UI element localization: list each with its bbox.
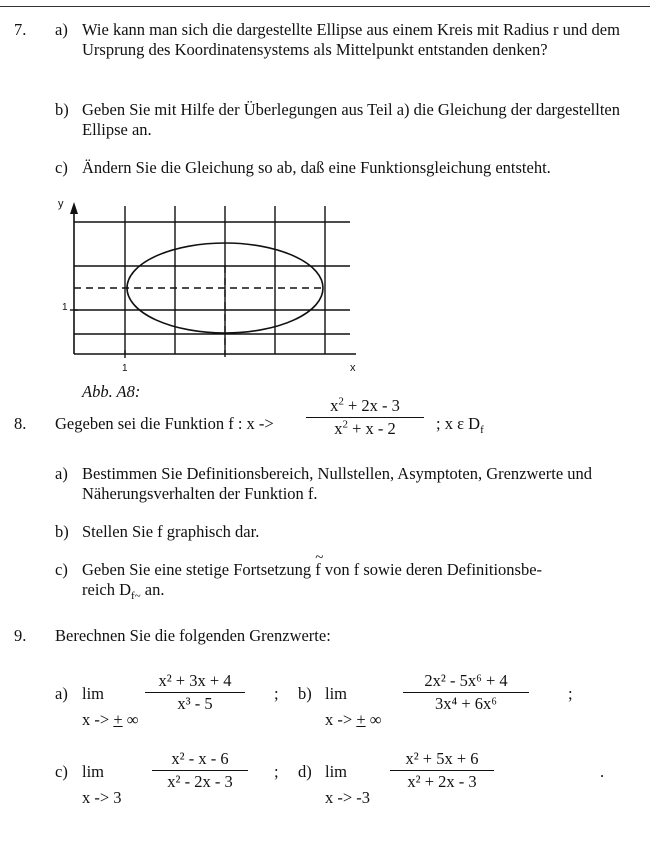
q9-b-semicolon: ; [568, 684, 573, 703]
q8-domain: ; x ε $D_f$ [436, 414, 484, 436]
q9-c-limit: lim x -> 3 [82, 762, 122, 807]
q7-number: 7. [14, 20, 27, 39]
q8-a-text: Bestimmen Sie Definitionsbereich, Nullstellen, Asymptoten, Grenzwerte und Näherungsverhalten der Funktion f. [82, 464, 593, 503]
f-tilde-symbol: ~ f [315, 560, 321, 580]
q7-a-text: Wie kann man sich die dargestellte Ellipse aus einem Kreis mit Radius r und dem Ursprung des Koordinatensystems als Mittelpunkt entstanden denken? [82, 20, 620, 59]
q9-c-label: c) [55, 762, 68, 781]
q8-number: 8. [14, 414, 27, 433]
q7-c-label: c) [55, 158, 68, 177]
q9-b-limit: lim x -> + ∞ [325, 684, 382, 729]
ellipse-figure [40, 196, 370, 386]
q9-d-limit: lim x -> -3 [325, 762, 371, 807]
q7-a-label: a) [55, 20, 68, 39]
figure-caption: Abb. A8: [82, 382, 141, 401]
y-tick-label: 1 [62, 302, 68, 313]
q8-c-text: Geben Sie eine stetige Fortsetzung ~ f von f sowie deren Definitionsbe- reich $D_{f\sim}$ an. [82, 560, 642, 600]
q7-b-label: b) [55, 100, 69, 119]
q9-a-fraction: x² + 3x + 4 x³ - 5 [145, 671, 245, 714]
q9-b-limit-sub: x -> + ∞ [325, 709, 382, 729]
q9-d-fraction: x² + 5x + 6 x² + 2x - 3 [390, 749, 494, 792]
x-tick-label: 1 [122, 363, 128, 374]
q8-a-label: a) [55, 464, 68, 483]
q9-a-limit: lim x -> + ∞ [82, 684, 139, 729]
q9-a-label: a) [55, 684, 68, 703]
q8-c-label: c) [55, 560, 68, 579]
q9-d-period: . [600, 762, 605, 781]
q9-number: 9. [14, 626, 27, 645]
top-rule [0, 6, 650, 7]
y-axis-arrow-icon [70, 202, 78, 214]
q8-frac-numerator: $x^2 + 2x - 3$ [330, 395, 400, 415]
q8-b-label: b) [55, 522, 69, 541]
q9-b-fraction: 2x² - 5x⁶ + 4 3x⁴ + 6x⁶ [403, 671, 529, 714]
q9-a-limit-sub: x -> + ∞ [82, 709, 139, 729]
q9-intro: Berechnen Sie die folgenden Grenzwerte: [55, 626, 331, 645]
q9-c-semicolon: ; [274, 762, 279, 781]
q9-b-label: b) [298, 684, 312, 703]
q8-b-text: Stellen Sie f graphisch dar. [82, 522, 260, 541]
y-axis-label: y [58, 198, 64, 210]
q7-b-text: Geben Sie mit Hilfe der Überlegungen aus Teil a) die Gleichung der dargestellten Ellipse an. [82, 100, 620, 139]
q8-fraction [306, 396, 424, 439]
q8-intro: Gegeben sei die Funktion f : x -> [55, 414, 274, 433]
q9-a-semicolon: ; [274, 684, 279, 703]
q7-c-text: Ändern Sie die Gleichung so ab, daß eine Funktionsgleichung entsteht. [82, 158, 551, 177]
x-axis-label: x [350, 362, 356, 374]
q9-d-label: d) [298, 762, 312, 781]
q9-c-fraction: x² - x - 6 x² - 2x - 3 [152, 749, 248, 792]
fraction-bar [306, 417, 424, 418]
q8-frac-denominator: $x^2 + x - 2$ [334, 418, 396, 438]
